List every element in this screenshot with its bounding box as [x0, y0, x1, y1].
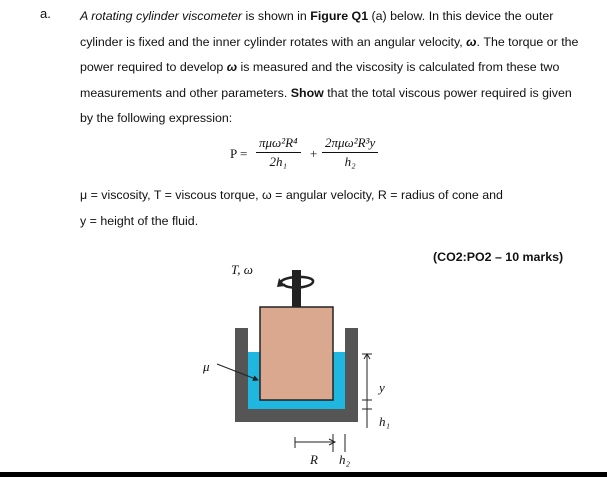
figure-reference: Figure Q1	[310, 9, 369, 23]
variable-definitions	[80, 182, 503, 234]
formula-term-1	[256, 135, 301, 170]
question-label: a.	[40, 6, 51, 21]
h1-label: h₁	[379, 414, 391, 429]
intro-text-4: is measured and the viscosity is calculated from these two measurements and other parameters.	[80, 60, 560, 100]
outer-base	[235, 409, 358, 422]
term-2-numerator: 2πμω²R³y	[322, 135, 378, 153]
marks-label: (CO2:PO2 – 10 marks)	[433, 250, 564, 264]
inner-cylinder	[260, 307, 333, 400]
show-keyword: Show	[290, 85, 324, 100]
h2-label: h₂	[339, 452, 351, 467]
formula-lhs: P =	[230, 146, 248, 161]
intro-text-5: that the total viscous power required is given by the following expression:	[80, 85, 572, 125]
mu-label: μ	[203, 359, 210, 374]
outer-wall-right	[345, 328, 358, 422]
torque-omega-label: T, ω	[231, 262, 253, 277]
term-1-denominator: 2h₁	[269, 154, 288, 169]
r-label: R	[310, 452, 318, 467]
intro-text-2: (a) below. In this device the outer cylinder is fixed and the inner cylinder rotates with an angular velocity,	[80, 9, 554, 49]
definitions-line-2: y = height of the fluid.	[80, 214, 199, 228]
viscometer-figure	[195, 262, 395, 477]
term-2-denominator: h₂	[344, 154, 356, 169]
omega-symbol-2: ω	[226, 60, 238, 74]
viscometer-diagram	[195, 262, 395, 472]
definitions-line-1: μ = viscosity, T = viscous torque, ω = angular velocity, R = radius of cone and	[80, 188, 503, 202]
question-paragraph	[80, 4, 585, 132]
formula-term-2	[322, 135, 378, 170]
omega-symbol: ω	[466, 34, 477, 49]
intro-text-1: is shown in	[242, 9, 311, 23]
formula-plus: +	[310, 146, 318, 161]
intro-text-3: . The torque or the power required to develop	[80, 34, 579, 74]
y-label: y	[379, 380, 385, 395]
term-1-numerator: πμω²R⁴	[256, 135, 301, 153]
viscometer-term: A rotating cylinder viscometer	[80, 9, 243, 23]
